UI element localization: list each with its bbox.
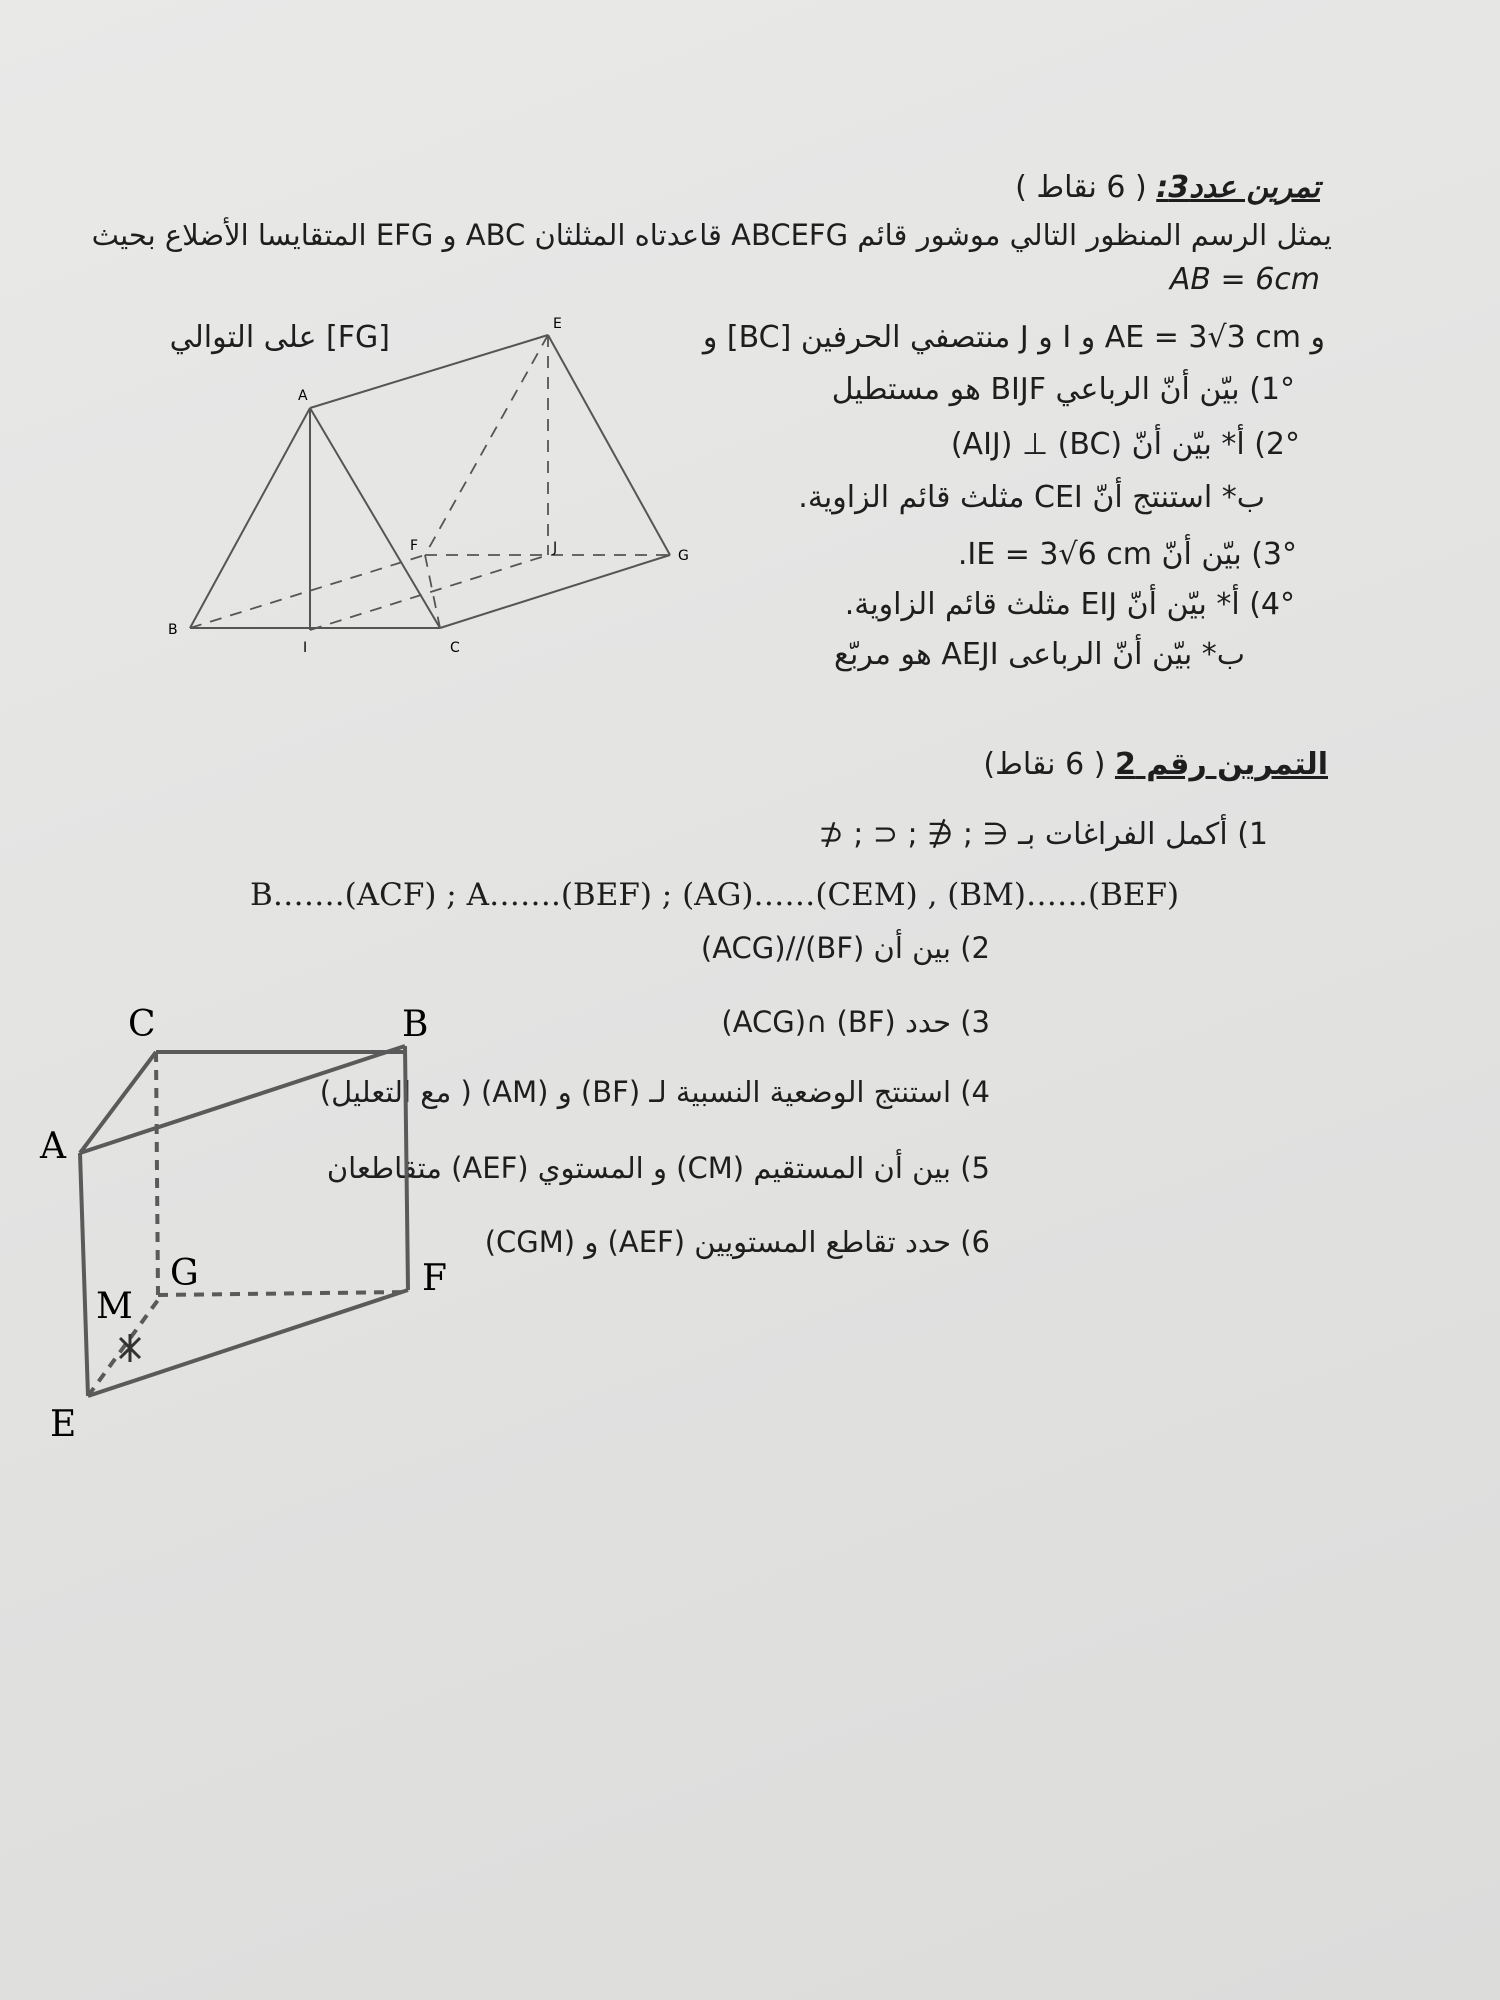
exercise3-statement-line1: يمثل الرسم المنظور التالي موشور قائم ABCEFG قاعدتاه المثلثان ABC و EFG المتقايسا الأضلاع بحيث: [91, 218, 1332, 252]
fig2-label-F: F: [422, 1258, 447, 1299]
exercise3-question-1: 1°) بيّن أنّ الرباعي BIJF هو مستطيل: [831, 372, 1295, 407]
fig1-label-C: C: [450, 640, 460, 656]
exercise3-question-4b: ب* بيّن أنّ الرباعى AEJI هو مربّع: [834, 637, 1245, 672]
fig2-label-M: M: [96, 1286, 133, 1327]
fig1-label-G: G: [678, 548, 689, 564]
fig2-label-C: C: [128, 1004, 156, 1045]
fig2-label-E: E: [50, 1404, 77, 1445]
fig1-label-F: F: [410, 538, 419, 554]
exercise3-question-3: 3°) بيّن أنّ IE = 3√6 cm.: [957, 537, 1297, 572]
fig1-label-A: A: [298, 388, 308, 404]
exercise2-header: [983, 745, 1328, 785]
exercise3-statement-line3: و AE = 3√3 cm و I و J منتصفي الحرفين [BC] و: [702, 320, 1325, 355]
exercise3-question-2a: 2°) أ* بيّن أنّ (BC) ⊥ (AIJ): [950, 427, 1300, 462]
fig2-label-A: A: [40, 1126, 66, 1167]
fig1-label-I: I: [303, 640, 308, 656]
exercise3-header: [1015, 168, 1320, 208]
exercise2-question-1: 1) أكمل الفراغات بـ ∈ ; ∉ ; ⊂ ; ⊄: [818, 817, 1268, 852]
fig2-label-B: B: [402, 1004, 429, 1045]
exercise2-points: ( 6 نقاط): [983, 747, 1106, 782]
exercise2-fill-blanks-line: B…….(ACF) ; A…….(BEF) ; (AG)……(CEM) , (BM)……(BEF): [250, 877, 1180, 913]
exercise3-statement-line3-end: [FG] على التوالي: [169, 320, 390, 355]
exercise3-question-2b: ب* استنتج أنّ CEI مثلث قائم الزاوية.: [798, 480, 1265, 515]
exercise2-question-5: 5) بين أن المستقيم (CM) و المستوي (AEF) متقاطعان: [326, 1151, 990, 1185]
exercise2-question-6: 6) حدد تقاطع المستويين (AEF) و (CGM): [484, 1225, 990, 1259]
exercise3-statement-line2: AB = 6cm: [1169, 262, 1320, 297]
prism-figure-2: [30, 1000, 480, 1450]
exercise3-title: تمرين عدد3:: [1156, 170, 1320, 205]
prism-figure-1: [160, 300, 720, 670]
fig2-label-G: G: [170, 1253, 199, 1294]
exercise2-question-2: 2) بين أن (BF)//(ACG): [700, 931, 990, 965]
exercise2-question-4: 4) استنتج الوضعية النسبية لـ (BF) و (AM) ( مع التعليل): [319, 1075, 990, 1109]
exercise3-question-4a: 4°) أ* بيّن أنّ EIJ مثلث قائم الزاوية.: [844, 587, 1295, 622]
exercise2-title: التمرين رقم 2: [1114, 747, 1328, 782]
fig1-label-E: E: [553, 316, 562, 332]
fig1-label-J: J: [553, 540, 558, 556]
fig1-label-B: B: [168, 622, 178, 638]
exercise2-question-3: 3) حدد (BF) ∩(ACG): [721, 1005, 990, 1039]
exercise3-points: ( 6 نقاط ): [1015, 170, 1147, 205]
